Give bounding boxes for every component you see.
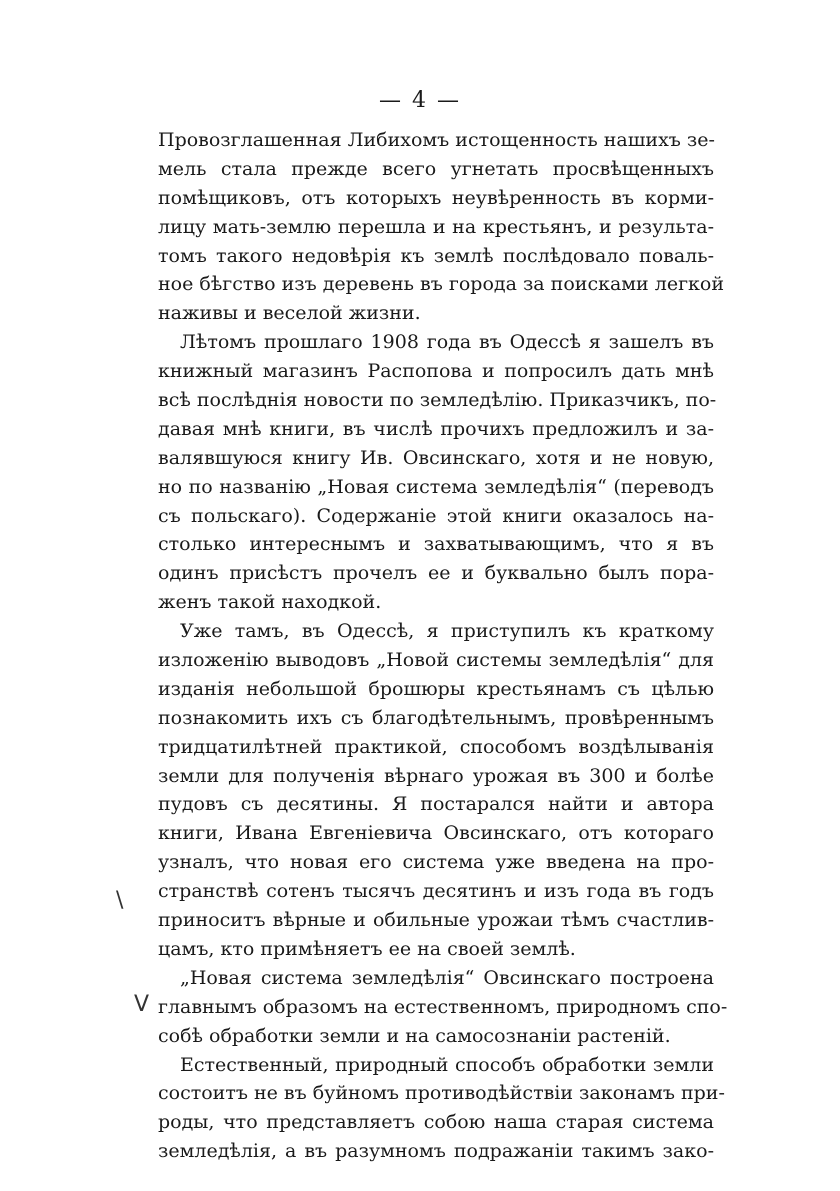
text-line: Лѣтомъ прошлаго 1908 года въ Одессѣ я зашелъ въ <box>180 331 714 354</box>
text-line: мель стала прежде всего угнетать просвѣщенныхъ <box>158 157 714 180</box>
text-line: Естественный, природный способъ обработки земли <box>180 1053 714 1076</box>
text-line: „Новая система земледѣлія“ Овсинскаго построена <box>180 966 714 989</box>
text-line: изданія небольшой брошюры крестьянамъ съ цѣлью <box>158 677 714 700</box>
margin-check-mark: \ <box>116 888 124 913</box>
text-line: книжный магазинъ Распопова и попросилъ дать мнѣ <box>158 360 714 383</box>
text-line: помѣщиковъ, отъ которыхъ неувѣренность въ корми- <box>158 186 714 209</box>
text-line: главнымъ образомъ на естественномъ, природномъ спо- <box>158 995 728 1018</box>
text-line: приноситъ вѣрные и обильные урожаи тѣмъ счастлив- <box>158 909 714 932</box>
text-line: всѣ послѣднія новости по земледѣлію. Приказчикъ, по- <box>158 389 717 412</box>
text-line: странствѣ сотенъ тысячъ десятинъ и изъ года въ годъ <box>158 880 714 903</box>
text-line: съ польскаго). Содержаніе этой книги оказалось на- <box>158 504 714 527</box>
text-line: собѣ обработки земли и на самосознаніи растеній. <box>158 1024 671 1047</box>
page-number: — 4 — <box>379 88 461 113</box>
text-line: земледѣлія, а въ разумномъ подражаніи такимъ зако- <box>158 1140 714 1163</box>
text-line: познакомить ихъ съ благодѣтельнымъ, провѣреннымъ <box>158 706 714 729</box>
text-line: земли для полученія вѣрнаго урожая въ 300 и болѣе <box>158 764 714 787</box>
text-line: томъ такого недовѣрія къ землѣ послѣдовало поваль- <box>158 244 714 267</box>
text-line: роды, что представляетъ собою наша старая система <box>158 1111 714 1134</box>
text-line: давая мнѣ книги, въ числѣ прочихъ предложилъ и за- <box>158 417 714 440</box>
text-line: одинъ присѣстъ прочелъ ее и буквально былъ пора- <box>158 562 714 585</box>
text-line: Уже тамъ, въ Одессѣ, я приступилъ къ краткому <box>180 620 714 643</box>
text-line: цамъ, кто примѣняетъ ее на своей землѣ. <box>158 937 576 960</box>
text-line: валявшуюся книгу Ив. Овсинскаго, хотя и не новую, <box>158 446 714 469</box>
body-text <box>158 126 728 1166</box>
text-line: пудовъ съ десятины. Я постарался найти и автора <box>158 793 714 816</box>
text-line: наживы и веселой жизни. <box>158 302 421 325</box>
text-line: изложенію выводовъ „Новой системы земледѣлія“ для <box>158 649 714 672</box>
text-line: Провозглашенная Либихомъ истощенность нашихъ зе- <box>158 129 715 151</box>
text-line: книги, Ивана Евгеніевича Овсинскаго, отъ котораго <box>158 822 714 845</box>
text-line: ное бѣгство изъ деревень въ города за поисками легкой <box>158 273 725 296</box>
text-line: столько интереснымъ и захватывающимъ, что я въ <box>158 533 714 556</box>
text-line: лицу мать-землю перешла и на крестьянъ, и результа- <box>158 215 714 238</box>
text-line: но по названію „Новая система земледѣлія“ (переводъ <box>158 475 714 498</box>
text-line: узналъ, что новая его система уже введена на про- <box>158 851 714 874</box>
margin-check-mark: V <box>134 992 150 1017</box>
text-line: состоитъ не въ буйномъ противодѣйствіи законамъ при- <box>158 1082 725 1105</box>
text-line: тридцатилѣтней практикой, способомъ воздѣлыванія <box>158 735 714 758</box>
text-line: женъ такой находкой. <box>158 591 382 614</box>
